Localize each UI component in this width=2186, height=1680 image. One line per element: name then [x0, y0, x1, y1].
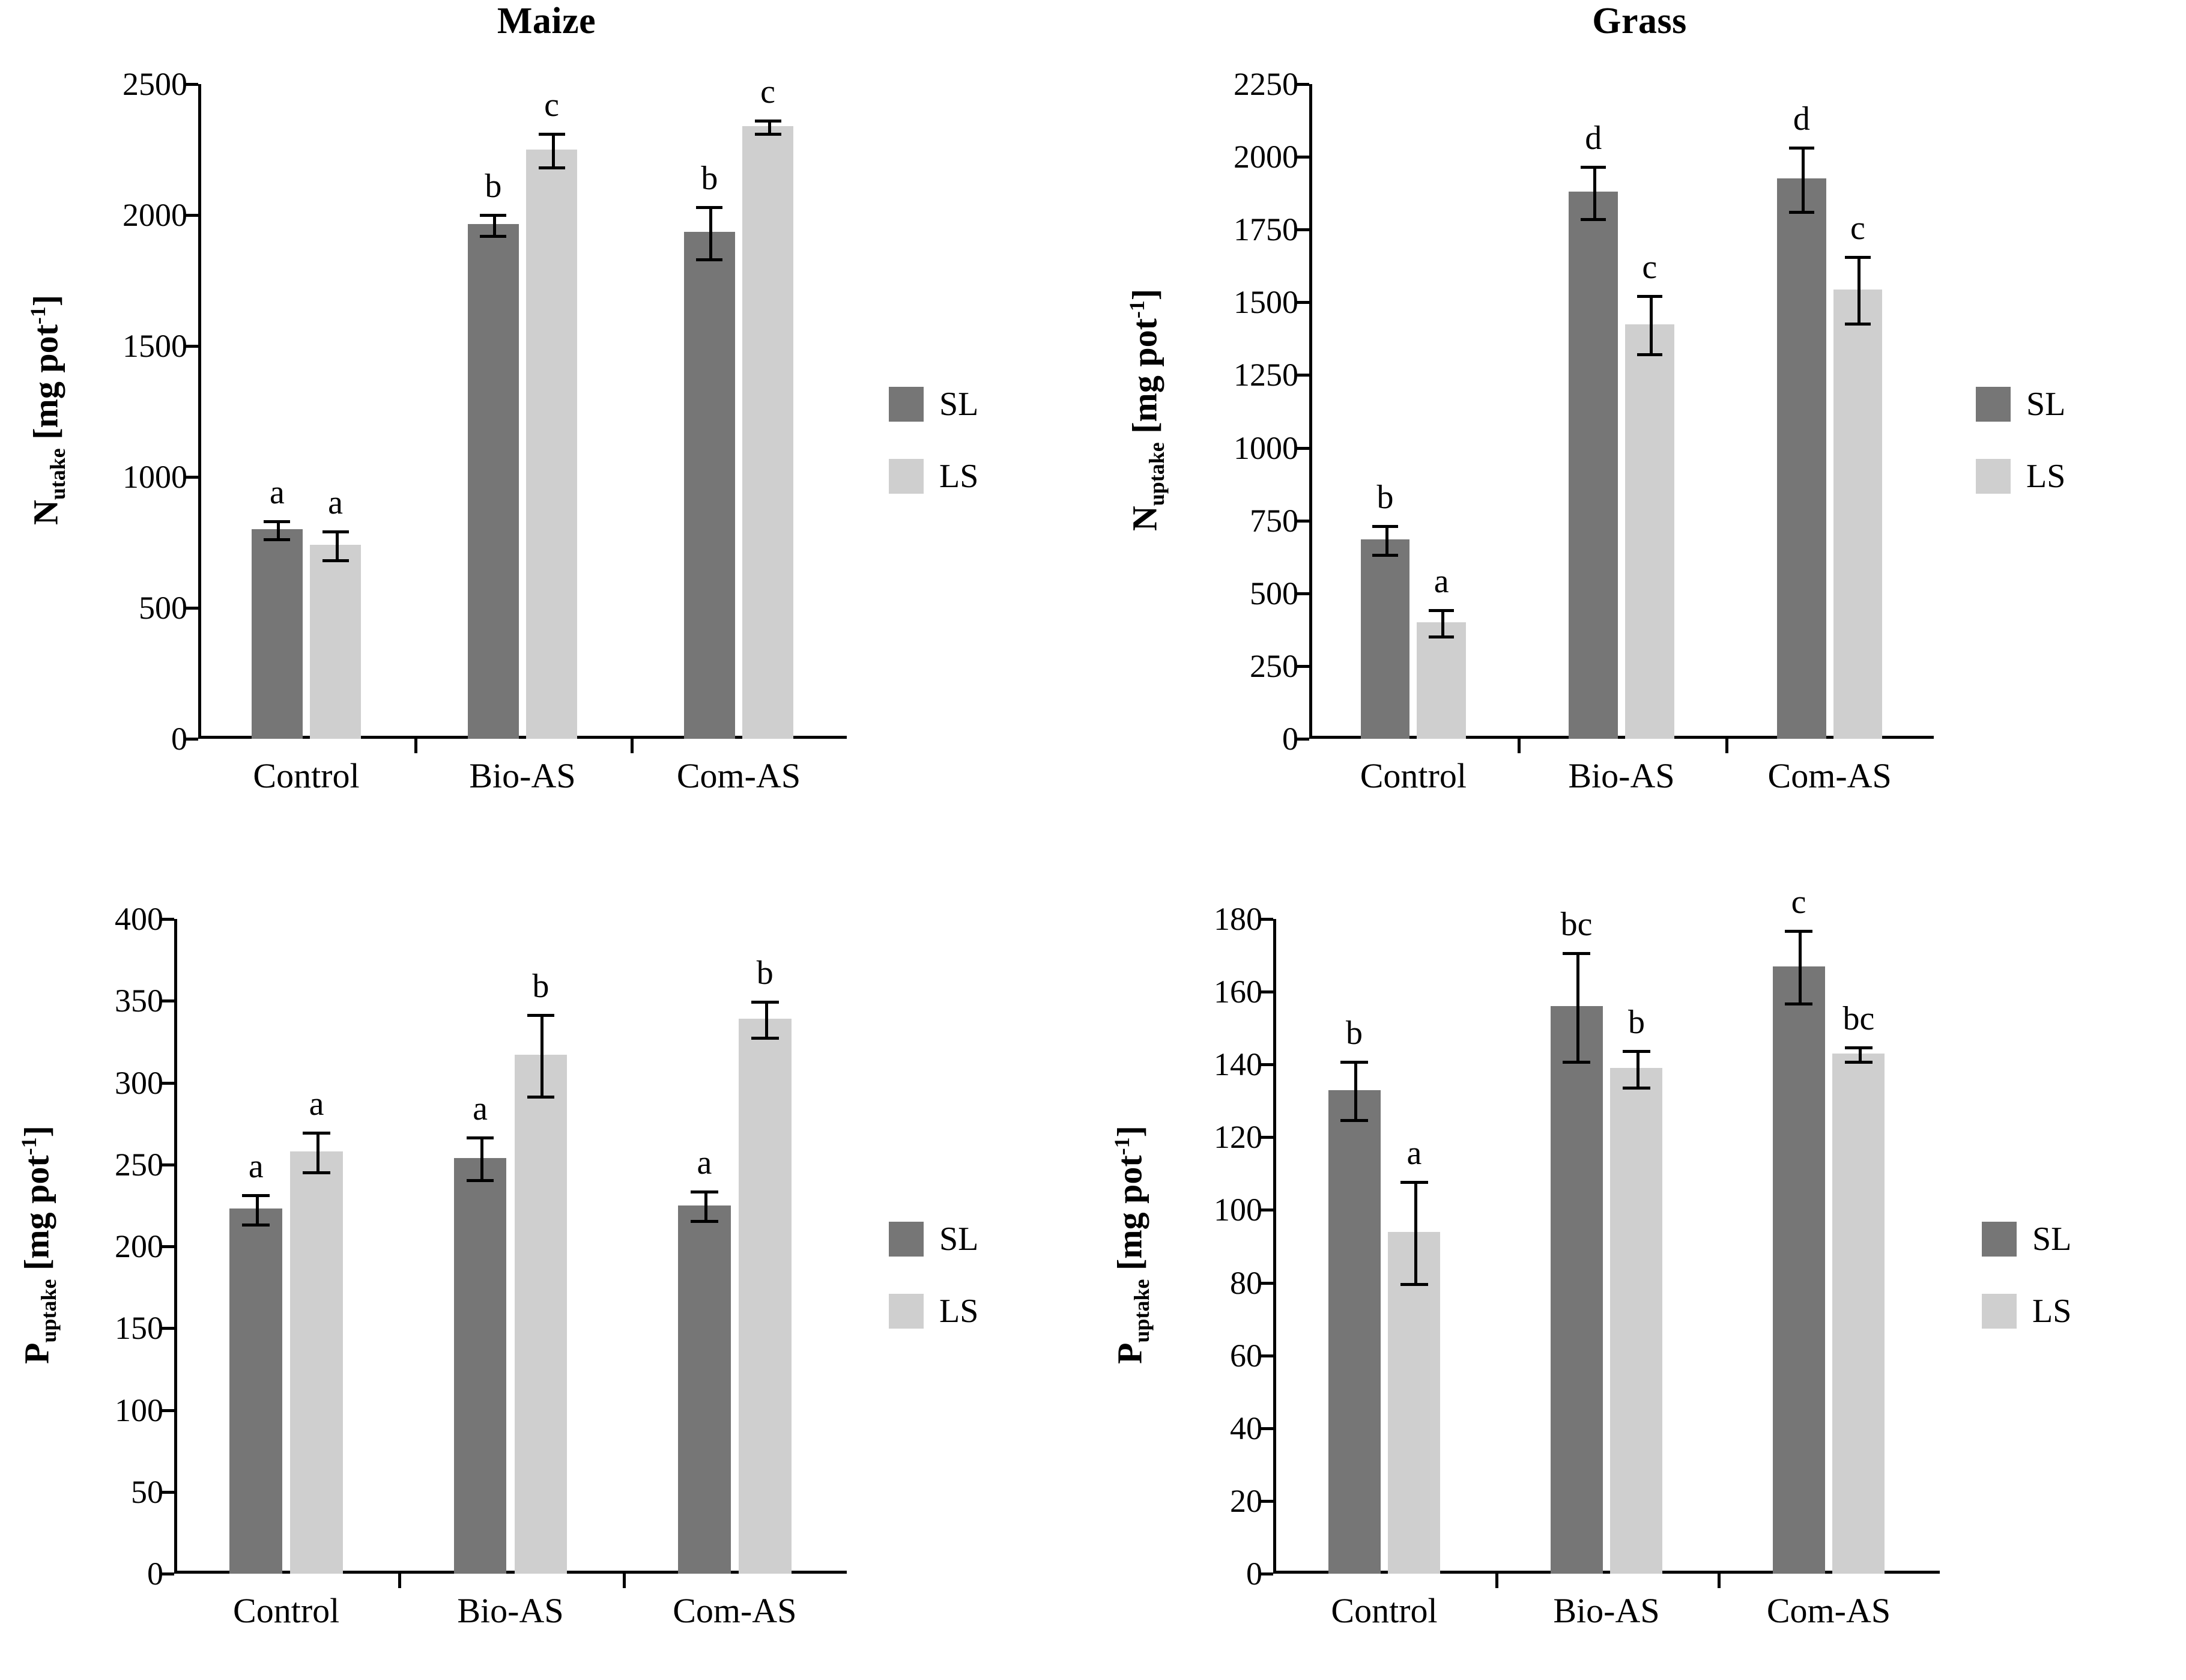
y-axis-tick-label: 1000 [123, 459, 187, 495]
error-bar-cap [1845, 1046, 1872, 1049]
y-axis-tick-label: 1000 [1234, 429, 1298, 466]
x-axis-tick-label-com-as: Com-AS [676, 756, 801, 795]
error-bar-cap [1400, 1181, 1428, 1184]
x-axis-tick-label-control: Control [1331, 1591, 1438, 1630]
legend-item-ls [1976, 457, 2065, 496]
y-axis-title-text: $N_{uptake}$ [mg pot$^{-1}$] [1125, 288, 1169, 532]
error-bar [709, 206, 712, 258]
legend-label: LS [2026, 458, 2066, 496]
legend-label: LS [2032, 1293, 2072, 1330]
y-axis-tick-mark [185, 83, 198, 86]
error-bar-cap [264, 520, 290, 523]
error-bar-cap [480, 235, 506, 238]
y-axis-tick-mark [1296, 228, 1309, 231]
significance-label: d [1793, 100, 1810, 138]
error-bar [1414, 1181, 1417, 1283]
x-axis-tick-label-bio-as: Bio-AS [469, 756, 576, 795]
significance-label: a [309, 1085, 324, 1123]
y-axis-tick-mark [1260, 990, 1273, 993]
y-axis-tick-mark [161, 1491, 174, 1494]
error-bar-cap [480, 214, 506, 217]
error-bar [1857, 256, 1861, 323]
x-axis-tick-label-bio-as: Bio-AS [1553, 1591, 1660, 1630]
bar-maize-p-uptake-bio-as-sl [454, 1158, 507, 1574]
legend-label: LS [939, 458, 979, 496]
legend-item-sl [889, 1220, 978, 1258]
error-bar-cap [1340, 1119, 1367, 1122]
error-bar [1802, 147, 1805, 211]
legend-item-ls [1982, 1292, 2071, 1330]
error-bar-cap [322, 530, 349, 533]
plot-area-grass-n-uptake [1234, 66, 1934, 795]
y-axis-tick-mark [161, 1327, 174, 1330]
error-bar-cap [1563, 952, 1590, 955]
y-axis-title [26, 181, 71, 638]
x-axis-tick-label-control: Control [233, 1591, 340, 1630]
y-axis-tick-label: 500 [1250, 575, 1298, 611]
error-bar-cap [322, 559, 349, 562]
y-axis-tick-label: 750 [1250, 502, 1298, 539]
error-bar-cap [1845, 323, 1870, 326]
y-axis-tick-label: 350 [115, 983, 163, 1019]
bar-maize-n-uptake-com-as-ls [742, 126, 793, 739]
legend-swatch-ls [889, 459, 924, 494]
x-axis-tick-label-control: Control [253, 756, 360, 795]
y-axis-tick-label: 0 [147, 1556, 163, 1592]
panel-maize-p-uptake [0, 841, 1093, 1680]
error-bar-cap [1429, 635, 1454, 638]
y-axis-tick-mark [185, 607, 198, 610]
y-axis-tick-label: 40 [1230, 1410, 1262, 1446]
legend-maize-n-uptake [889, 385, 978, 529]
error-bar-cap [303, 1132, 330, 1135]
y-axis-tick-mark [1296, 301, 1309, 304]
significance-label: a [697, 1144, 712, 1182]
significance-label: b [1346, 1014, 1363, 1052]
error-bar-cap [1400, 1283, 1428, 1286]
bar-grass-n-uptake-bio-as-ls [1625, 324, 1674, 739]
error-bar [1636, 1050, 1640, 1087]
y-axis-tick-mark [161, 1163, 174, 1166]
y-axis-tick-label: 120 [1214, 1119, 1262, 1156]
x-axis-tick-label-com-as: Com-AS [1766, 1591, 1891, 1630]
legend-label: SL [2032, 1221, 2072, 1258]
plot-area-maize-n-uptake [123, 66, 847, 795]
significance-label: c [760, 73, 776, 111]
significance-label: c [1850, 209, 1865, 247]
significance-label: bc [1842, 999, 1875, 1037]
y-axis-tick-label: 50 [131, 1473, 163, 1510]
error-bar-cap [1785, 1002, 1812, 1005]
error-bar [1576, 952, 1579, 1061]
panel-grass-p-uptake [1093, 841, 2186, 1680]
legend-swatch-sl [1982, 1222, 2017, 1257]
significance-label: c [544, 86, 560, 124]
error-bar [1441, 609, 1444, 635]
legend-item-sl [889, 385, 978, 423]
y-axis-tick-mark [185, 345, 198, 348]
x-axis-group-separator [398, 1574, 401, 1588]
panel-title-maize: Maize [497, 1, 596, 41]
error-bar-cap [467, 1136, 494, 1139]
y-axis-tick-label: 180 [1214, 901, 1262, 937]
y-axis-tick-label: 0 [1282, 721, 1298, 757]
panel-maize-n-uptake [0, 0, 1093, 841]
significance-label: b [485, 167, 502, 205]
significance-label: a [1406, 1135, 1422, 1172]
bar-maize-n-uptake-control-ls [310, 545, 361, 739]
y-axis-tick-label: 160 [1214, 974, 1262, 1010]
x-axis-tick-label-control: Control [1360, 756, 1467, 795]
bar-grass-p-uptake-control-sl [1328, 1090, 1381, 1574]
y-axis-tick-mark [1296, 374, 1309, 377]
bar-grass-p-uptake-bio-as-ls [1610, 1068, 1662, 1574]
error-bar-cap [1845, 1061, 1872, 1064]
x-axis-group-separator [1718, 1574, 1721, 1588]
legend-label: SL [2026, 386, 2066, 423]
legend-grass-n-uptake [1976, 385, 2065, 529]
bar-grass-p-uptake-com-as-ls [1832, 1054, 1885, 1574]
y-axis-tick-mark [1260, 1208, 1273, 1211]
legend-swatch-sl [889, 387, 924, 422]
error-bar [316, 1132, 319, 1171]
y-axis-tick-label: 500 [139, 590, 187, 626]
bar-maize-n-uptake-bio-as-sl [468, 224, 519, 739]
error-bar-cap [1789, 211, 1814, 214]
legend-label: LS [939, 1293, 979, 1330]
bar-grass-n-uptake-com-as-sl [1777, 178, 1826, 739]
error-bar-cap [1789, 147, 1814, 150]
y-axis-tick-mark [1296, 665, 1309, 668]
y-axis-tick-mark [161, 999, 174, 1002]
x-axis-group-separator [1725, 739, 1728, 753]
y-axis-tick-label: 100 [1214, 1192, 1262, 1228]
y-axis-tick-label: 250 [1250, 647, 1298, 684]
y-axis-title-text: $N_{utake}$ [mg pot$^{-1}$] [26, 294, 70, 526]
bar-maize-n-uptake-control-sl [252, 529, 303, 739]
x-axis-tick-label-bio-as: Bio-AS [457, 1591, 564, 1630]
legend-grass-p-uptake [1982, 1220, 2071, 1364]
y-axis-tick-label: 0 [1246, 1556, 1262, 1592]
y-axis-tick-mark [1296, 156, 1309, 159]
bar-maize-p-uptake-control-ls [290, 1151, 343, 1574]
y-axis-tick-label: 400 [115, 901, 163, 937]
legend-swatch-ls [1976, 459, 2011, 494]
error-bar [256, 1194, 259, 1224]
y-axis-tick-mark [1260, 1572, 1273, 1575]
plot-area-grass-p-uptake [1214, 884, 1940, 1630]
legend-item-sl [1982, 1220, 2071, 1258]
significance-label: b [756, 954, 774, 992]
bar-grass-n-uptake-control-ls [1417, 622, 1465, 739]
y-axis-title-text: $P_{uptake}$ [mg pot$^{-1}$] [1110, 1126, 1154, 1364]
error-bar-cap [467, 1179, 494, 1182]
y-axis-tick-mark [185, 476, 198, 479]
error-bar [1385, 525, 1388, 554]
error-bar [540, 1014, 543, 1096]
bar-maize-n-uptake-bio-as-ls [526, 150, 577, 739]
error-bar-cap [1623, 1050, 1650, 1053]
error-bar-cap [751, 1037, 779, 1040]
y-axis-tick-label: 0 [171, 721, 187, 757]
significance-label: b [701, 159, 718, 197]
error-bar-cap [527, 1096, 555, 1099]
panel-grass-n-uptake [1093, 0, 2186, 841]
error-bar-cap [242, 1224, 270, 1227]
y-axis-tick-mark [1260, 1063, 1273, 1066]
y-axis-tick-mark [161, 1082, 174, 1085]
y-axis-tick-mark [1296, 447, 1309, 450]
y-axis-tick-mark [1296, 592, 1309, 595]
y-axis-tick-label: 100 [115, 1392, 163, 1428]
error-bar-cap [539, 166, 565, 169]
y-axis-tick-mark [185, 738, 198, 741]
y-axis-tick-mark [1260, 1500, 1273, 1503]
y-axis-tick-label: 80 [1230, 1264, 1262, 1301]
error-bar-cap [242, 1194, 270, 1197]
error-bar-cap [1581, 218, 1606, 221]
x-axis-group-separator [623, 1574, 626, 1588]
y-axis-tick-label: 150 [115, 1310, 163, 1347]
bar-maize-p-uptake-bio-as-ls [515, 1055, 568, 1574]
y-axis-tick-label: 1750 [1234, 211, 1298, 248]
y-axis-tick-mark [161, 1572, 174, 1575]
significance-label: a [269, 473, 285, 511]
error-bar-cap [691, 1220, 718, 1223]
x-axis-group-separator [631, 739, 634, 753]
x-axis-group-separator [1518, 739, 1521, 753]
error-bar-cap [527, 1014, 555, 1017]
y-axis-tick-label: 1250 [1234, 357, 1298, 393]
y-axis-title-text: $P_{uptake}$ [mg pot$^{-1}$] [17, 1126, 61, 1364]
y-axis-title [1110, 1016, 1155, 1473]
significance-label: a [248, 1147, 264, 1185]
error-bar-cap [1563, 1061, 1590, 1064]
error-bar [765, 1001, 768, 1037]
legend-swatch-ls [1982, 1294, 2017, 1329]
legend-maize-p-uptake [889, 1220, 978, 1364]
y-axis-tick-label: 2000 [1234, 139, 1298, 175]
legend-swatch-ls [889, 1294, 924, 1329]
y-axis-tick-label: 140 [1214, 1046, 1262, 1083]
x-axis-tick-label-bio-as: Bio-AS [1568, 756, 1675, 795]
error-bar-cap [755, 120, 781, 123]
y-axis-tick-mark [1296, 83, 1309, 86]
legend-swatch-sl [889, 1222, 924, 1257]
legend-swatch-sl [1976, 387, 2011, 422]
significance-label: b [1376, 478, 1394, 516]
significance-label: bc [1560, 905, 1593, 943]
y-axis-tick-mark [1260, 918, 1273, 921]
significance-label: a [328, 484, 344, 522]
x-axis-group-separator [1495, 1574, 1498, 1588]
error-bar-cap [755, 133, 781, 136]
y-axis-tick-mark [1296, 520, 1309, 523]
bar-maize-p-uptake-com-as-ls [739, 1019, 792, 1574]
error-bar [480, 1136, 483, 1179]
error-bar-cap [751, 1001, 779, 1004]
y-axis-tick-mark [1260, 1136, 1273, 1139]
y-axis-tick-label: 2250 [1234, 66, 1298, 102]
error-bar-cap [1845, 256, 1870, 259]
significance-label: a [1434, 563, 1449, 601]
bar-grass-n-uptake-com-as-ls [1833, 290, 1882, 739]
error-bar [1593, 166, 1596, 218]
legend-item-sl [1976, 385, 2065, 423]
bar-grass-n-uptake-bio-as-sl [1569, 192, 1617, 739]
y-axis-tick-label: 300 [115, 1064, 163, 1101]
error-bar [704, 1190, 707, 1220]
error-bar-cap [1372, 554, 1397, 557]
significance-label: a [473, 1090, 488, 1128]
error-bar-cap [1637, 353, 1662, 356]
error-bar-cap [1637, 295, 1662, 298]
x-axis-group-separator [414, 739, 417, 753]
y-axis-tick-mark [1260, 1427, 1273, 1430]
error-bar-cap [696, 206, 722, 209]
y-axis-tick-mark [161, 1409, 174, 1412]
significance-label: c [1791, 884, 1806, 921]
legend-item-ls [889, 1292, 978, 1330]
bar-maize-p-uptake-com-as-sl [678, 1205, 731, 1574]
y-axis-tick-label: 60 [1230, 1337, 1262, 1374]
error-bar-cap [696, 258, 722, 261]
y-axis-title [1125, 181, 1170, 638]
y-axis-tick-label: 2500 [123, 66, 187, 102]
bar-maize-n-uptake-com-as-sl [684, 232, 735, 739]
error-bar-cap [1340, 1061, 1367, 1064]
y-axis-tick-label: 1500 [1234, 284, 1298, 321]
error-bar-cap [1372, 525, 1397, 528]
error-bar [1650, 295, 1653, 353]
error-bar-cap [303, 1171, 330, 1174]
panel-title-grass: Grass [1592, 1, 1687, 41]
significance-label: c [1642, 249, 1658, 287]
significance-label: d [1585, 119, 1602, 157]
bar-grass-p-uptake-bio-as-sl [1551, 1006, 1603, 1574]
error-bar [1354, 1061, 1357, 1119]
error-bar [552, 133, 555, 167]
legend-item-ls [889, 457, 978, 496]
error-bar [1799, 930, 1802, 1002]
error-bar [493, 214, 496, 235]
bar-maize-p-uptake-control-sl [229, 1208, 282, 1574]
y-axis-tick-mark [161, 918, 174, 921]
error-bar-cap [1623, 1087, 1650, 1090]
y-axis-tick-mark [1260, 1354, 1273, 1357]
bar-grass-p-uptake-com-as-sl [1773, 966, 1825, 1574]
bar-grass-n-uptake-control-sl [1361, 539, 1409, 739]
significance-label: b [532, 968, 550, 1005]
y-axis-tick-mark [185, 214, 198, 217]
error-bar-cap [264, 538, 290, 541]
y-axis-tick-label: 250 [115, 1146, 163, 1183]
x-axis-tick-label-com-as: Com-AS [673, 1591, 797, 1630]
error-bar-cap [1785, 930, 1812, 933]
error-bar-cap [1429, 609, 1454, 612]
y-axis-tick-mark [161, 1245, 174, 1248]
y-axis-title [17, 1016, 62, 1473]
error-bar [336, 530, 339, 559]
error-bar-cap [539, 133, 565, 136]
legend-label: SL [939, 1221, 979, 1258]
legend-label: SL [939, 386, 979, 423]
y-axis-tick-label: 1500 [123, 328, 187, 364]
x-axis-tick-label-com-as: Com-AS [1767, 756, 1892, 795]
y-axis-tick-mark [1260, 1282, 1273, 1285]
y-axis-tick-label: 20 [1230, 1482, 1262, 1519]
plot-area-maize-p-uptake [115, 901, 847, 1630]
error-bar-cap [1581, 166, 1606, 169]
y-axis-tick-label: 2000 [123, 197, 187, 233]
error-bar-cap [691, 1190, 718, 1193]
y-axis-tick-label: 200 [115, 1228, 163, 1264]
y-axis-tick-mark [1296, 738, 1309, 741]
significance-label: b [1627, 1004, 1645, 1041]
